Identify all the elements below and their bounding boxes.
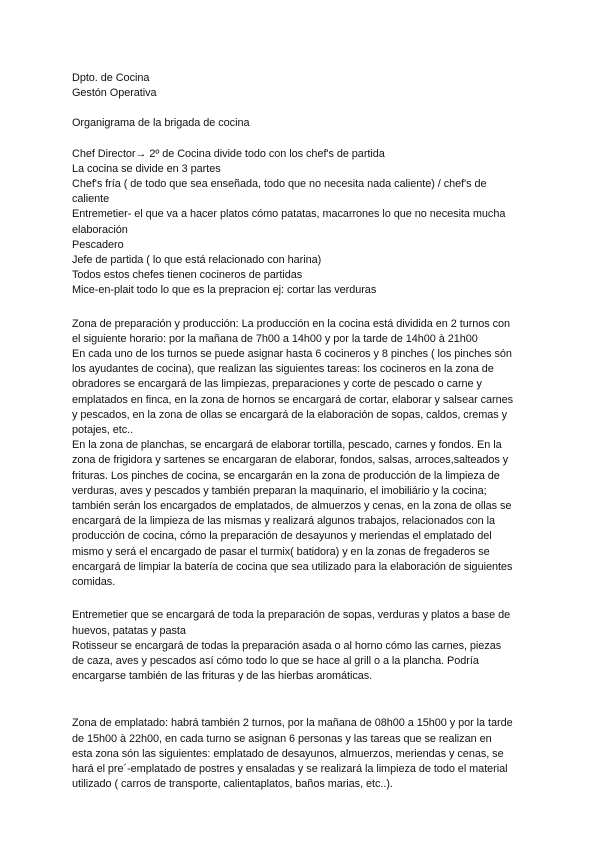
paragraph-line: verduras, aves y pescados y también preparan la maquinario, el imobiliário y la cocina; (72, 484, 487, 497)
zona-emplatado-section (72, 716, 532, 792)
paragraph-line: Chef Director→ 2º de Cocina divide todo con los chef's de partida (72, 147, 385, 160)
zona-produccion-section (72, 317, 532, 591)
paragraph-line: frituras. Los pinches de cocina, se encargarán en la zona de producción de la limpieza de (72, 469, 500, 482)
paragraph-line: encargará de la limpieza de las mismas y realizará algunos trabajos, relacionados con la (72, 515, 495, 528)
organigrama-section (72, 147, 532, 299)
paragraph-line: de caza, aves y pescados así cómo todo lo que se hace al grill o a la plancha. Podría (72, 654, 479, 667)
paragraph-line: elaboración (72, 223, 128, 236)
paragraph-line: también serán los encargados de emplatados, de almuerzos y cenas, en la zona de ollas se (72, 500, 512, 513)
paragraph-line: Pescadero (72, 238, 124, 251)
paragraph-line: La cocina se divide en 3 partes (72, 162, 221, 175)
paragraph-line: Mice-en-plait todo lo que es la prepracion ej: cortar las verduras (72, 284, 377, 297)
paragraph-line: Jefe de partida ( lo que está relacionado con harina) (72, 254, 322, 267)
paragraph-line: Zona de emplatado: habrá también 2 turnos, por la mañana de 08h00 a 15h00 y por la tarde (72, 717, 513, 730)
paragraph-line: utilizado ( carros de transporte, calientaplatos, baños marias, etc..). (72, 778, 393, 791)
document-title: Organigrama de la brigada de cocina (72, 117, 250, 130)
paragraph-line: encargarse también de las frituras y de las hierbas aromáticas. (72, 670, 373, 683)
paragraph-line: Chef's fría ( de todo que sea enseñada, todo que no necesita nada caliente) / chef's de (72, 178, 487, 191)
paragraph-line: Zona de preparación y producción: La producción en la cocina está dividida en 2 turnos con (72, 317, 511, 330)
department-line: Dpto. de Cocina (72, 72, 150, 84)
paragraph-line: Rotisseur se encargará de todas la preparación asada o al horno cómo las carnes, piezas (72, 639, 502, 652)
paragraph-line: emplatados en finca, en la zona de hornos se encargará de cortar, elaborar y salsear carnes (72, 393, 514, 406)
paragraph-line: Todos estos chefes tienen cocineros de partidas (72, 269, 303, 282)
paragraph-line: producción de cocina, cómo la preparación de desayunos y meriendas el emplatado del (72, 530, 492, 543)
entremetier-rotisseur-section (72, 608, 532, 684)
paragraph-line: zona de frigidora y sartenes se encargaran de elaborar, fondos, salsas, arroces,salteados y (72, 454, 509, 467)
paragraph-line: comidas. (72, 576, 116, 589)
document-body (72, 71, 532, 792)
paragraph-line: Entremetier- el que va a hacer platos cómo patatas, macarrones lo que no necesita mucha (72, 208, 506, 221)
paragraph-line: y pescados, en la zona de ollas se encargará de la elaboración de sopas, caldos, cremas y (72, 408, 508, 421)
paragraph-line: caliente (72, 193, 110, 206)
paragraph-line: hará el pre´-emplatado de postres y ensaladas y se realizará la limpieza de todo el material (72, 762, 508, 775)
paragraph-line: potajes, etc.. (72, 424, 134, 437)
paragraph-line: encargará de limpiar la batería de cocina que sea utilizado para la elaboración de siguientes (72, 560, 513, 573)
paragraph-line: de 15h00 à 22h00, en cada turno se asignan 6 personas y las tareas que se realizan en (72, 732, 492, 745)
paragraph-line: mismo y será el encargado de pasar el turmix( batidora) y en la zonas de fregaderos se (72, 545, 490, 558)
paragraph-line: Entremetier que se encargará de toda la preparación de sopas, verduras y platos a base de (72, 609, 511, 622)
paragraph-line: los ayudantes de cocina), que realizan las siguientes tareas: los cocineros en la zona de (72, 363, 494, 376)
paragraph-line: En la zona de planchas, se encargará de elaborar tortilla, pescado, carnes y fondos. En la (72, 439, 502, 452)
paragraph-line: el siguiente horario: por la mañana de 7h00 a 14h00 y por la tarde de 14h00 à 21h00 (72, 332, 478, 345)
paragraph-line: obradores se encargará de las limpiezas, preparaciones y corte de pescado o carne y (72, 378, 482, 391)
paragraph-line: huevos, patatas y pasta (72, 624, 186, 637)
paragraph-line: esta zona són las siguientes: emplatado de desayunos, almuerzos, meriendas y cenas, se (72, 747, 504, 760)
paragraph-line: En cada uno de los turnos se puede asignar hasta 6 cocineros y 8 pinches ( los pinches són (72, 348, 512, 361)
subtitle-line: Gestón Operativa (72, 87, 157, 100)
